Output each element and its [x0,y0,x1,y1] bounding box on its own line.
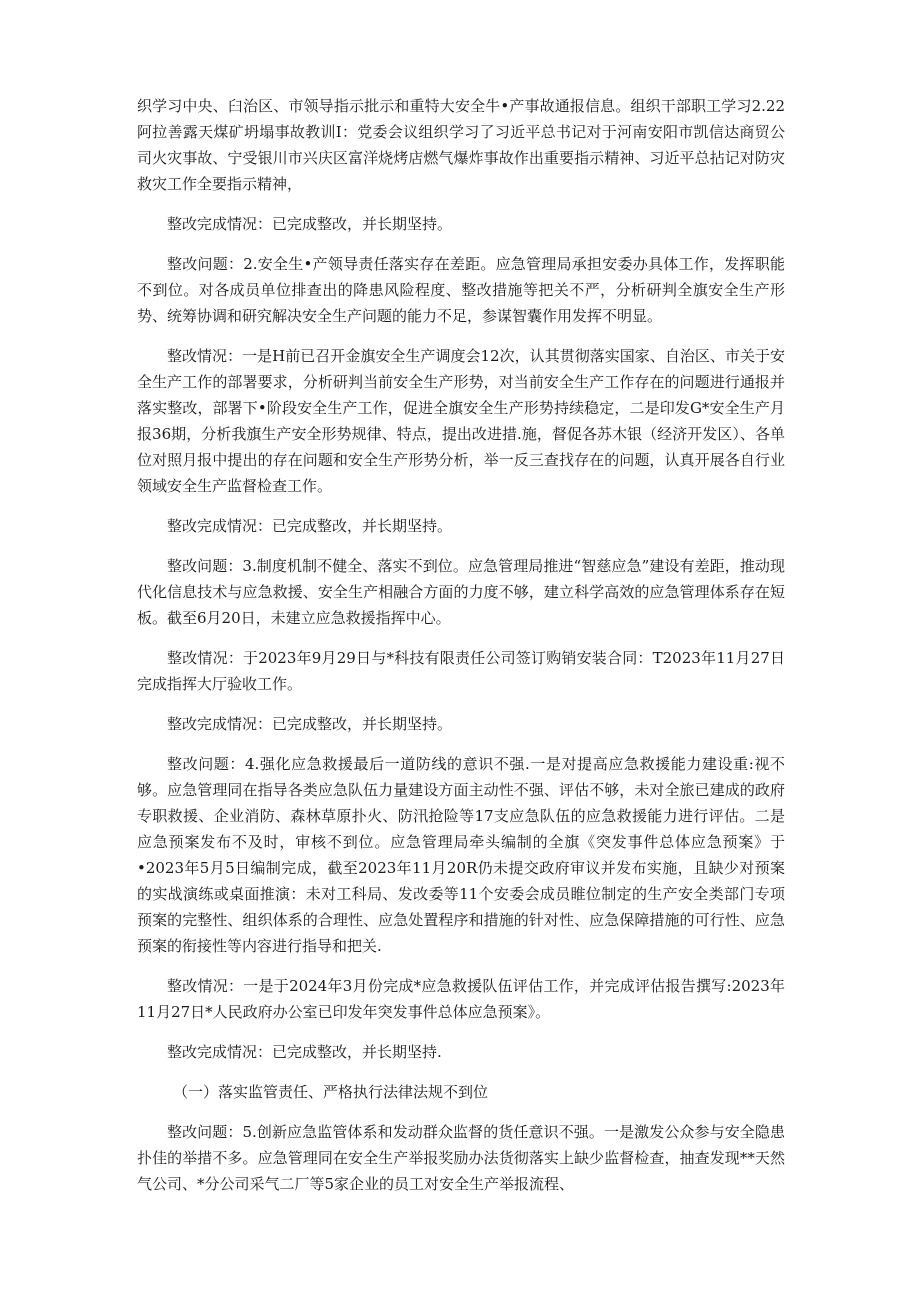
paragraph-completion-status: 整改完成情况：已完成整改，并长期坚持. [167,1043,442,1061]
section-heading: （一）落实监管责任、严格执行法律法规不到位 [173,1083,489,1101]
paragraph-completion-status: 整改完成情况：已完成整改，并长期坚持。 [167,517,453,535]
paragraph-issue-4: 整改问题：4.强化应急救援最后一道防线的意识不强.一是对提高应急救援能力建设重:视不够。应急管理同在指导各类应急队伍力量建设方面主动性不强、评估不够，未对全旅已建成的政府专职救援、企业消防、森林草原扑火、防汛抢险等17支应急队伍的应急救援能力进行评估。二是应急预案发布不及时，审核不到位。应急管理局牵头编制的全旗《突发事件总体应急预案》于•2023年5月5日编制完成，截至2023年11月20R仍未提交政府审议并发布实施，且缺少对预案的实战演练或桌面推演：未对工科局、发改委等11个安委会成员睢位制定的生产安全类部门专项预案的完整性、组织体系的合理性、应急处置程序和措施的针对性、应急保障措施的可行性、应急预案的衔接性等内容进行指导和把关. [137,755,785,955]
paragraph-completion-status: 整改完成情况：已完成整改，并长期坚持。 [167,215,453,233]
paragraph-rectification-3: 整改情况：于2023年9月29日与*科技有限责任公司签订购销安装合同：T2023年11月27日完成指挥大厅验收工作。 [137,649,785,693]
paragraph-completion-status: 整改完成情况：已完成整改，并长期坚持。 [167,715,453,733]
paragraph-rectification-4: 整改情况：一是于2024年3月份完成*应急救援队伍评估工作，并完成评估报告撰写:2023年11月27日*人民政府办公室已印发年突发事件总体应急预案》。 [137,977,785,1021]
paragraph-issue-5: 整改问题：5.创新应急监管体系和发动群众监督的货任意识不强。一是激发公众参与安全隐患扑佳的举措不多。应急管理同在安全生产举报奖励办法货彻落实上缺少监督检查，抽查发现**天然气公司、*分公司采气二厂等5家企业的员工对安全生产举报流程、 [137,1123,785,1193]
document-body [137,93,785,1211]
paragraph-continuation: 织学习中央、臼治区、市领导指示批示和重特大安全牛•产事故通报信息。组织干部职工学习2.22阿拉善露天煤矿坍塌事故教训I：党委会议组织学习了习近平总书记对于河南安阳市凯信达商贸公司火灾事故、宁受银川市兴庆区富洋烧烤店燃气爆炸事故作出重要指示精神、习近平总拈记对防灾救灾工作全要指示精神， [137,97,785,193]
paragraph-issue-2: 整改问题：2.安全生•产领导责任落实存在差距。应急管理局承担安委办具体工作，发挥职能不到位。对各成员单位排查出的降患风险程度、整改措施等把关不严，分析研判全旗安全生产形势、统筹协调和研究解决安全生产问题的能力不足，参谋智囊作用发挥不明显。 [137,255,785,325]
paragraph-issue-3: 整改问题：3.制度机制不健全、落实不到位。应急管理局推进“智慈应急”建设有差距，推动现代化信息技术与应急救援、安全生产相融合方面的力度不够，建立科学高效的应急管理体系存在短板。截至6月20日，未建立应急救援指挥中心。 [137,557,785,627]
paragraph-rectification-2: 整改情况：一是H前已召开金旗安全生产调度会12次，认其贯彻落实国家、自治区、市关于安全生产工作的部署要求，分析研判当前安全生产形势，对当前安全生产工作存在的问题进行通报并落实整改，部署下•阶段安全生产工作，促进全旗安全生产形势持续稳定，二是印发G*安全生产月报36期，分析我旗生产安全形势规律、特点，提出改进措.施，督促各苏木银（经济开发区）、各单位对照月报中提出的存在问题和安全生产形势分析，举一反三查找存在的问题，认真开展各自行业领域安全生产监督检查工作。 [137,347,785,495]
